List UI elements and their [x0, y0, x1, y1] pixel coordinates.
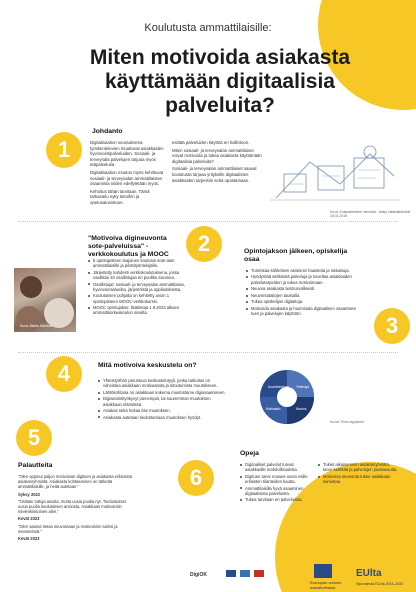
- section-3-list: [246, 268, 358, 318]
- poster-title: Miten motivoida asiakasta käyttämään digitaalisia palveluita?: [89, 46, 351, 117]
- diagram-label: Kuunteleminen: [268, 385, 290, 389]
- list-item: Neuvoa asiakasta tietoturvallisesti.: [246, 286, 358, 291]
- list-item: Ammattilaisilla hyvä osaaminen digitaalisista palveluista.: [240, 486, 314, 497]
- section-6-heading: Opeja: [240, 450, 259, 457]
- list-item: Tunnistaa sähköisen asioinnin haasteita ja ratkaisuja.: [246, 268, 358, 273]
- list-item: Koulutuksen pohjalta on kehitetty avoin 1 opintopisteen MOOC-verkkokurssi.: [88, 293, 188, 304]
- diagram-label: Muutos: [296, 407, 307, 411]
- list-item: Tukiet aikaisemmin asiakasryhmiltä, tarve kehittää ja palvelujen joustavuutta.: [318, 462, 398, 473]
- section-number-2: 2: [186, 226, 222, 262]
- list-item: Tukea opiskelijan digitaitoja.: [246, 299, 358, 304]
- diagram-label: Motivaatio: [266, 407, 281, 411]
- list-item: Digituen tarve nousee usein esille erilaisten tilanteiden kautta.: [240, 474, 314, 485]
- vipuvoimaa-logo: Vipuvoimaa EU:lta 2014–2020: [356, 582, 404, 586]
- list-item: Neuvontataitojen taustalla.: [246, 293, 358, 298]
- list-item: Järjestetty kahdesti verkkokoulutuksena, jossa osallistui 40 osallistujaa eri puolilta Suomea.: [88, 270, 188, 281]
- list-item: MOOC opintojakso: lisätietoja 1.9.2023 alkaen ammattikorkeakoulun sivuilta.: [88, 305, 188, 316]
- digiok-logo: DigiOK: [190, 572, 207, 578]
- list-item: Hyödyntää sähköisiä palveluja ja soveltaa asiakkaiden palvelutarpeiden ja tukea motivoimaan.: [246, 274, 358, 285]
- section-3-heading: Opintojakson jälkeen, opiskelija osaa: [244, 248, 348, 263]
- eu-logo-text: Euroopan unionin osarahoittama: [310, 580, 342, 590]
- section-5-heading: Palautteita: [18, 462, 53, 469]
- section-6-list-left: [240, 462, 314, 504]
- flag-icon: [226, 570, 236, 577]
- divider: [18, 221, 398, 222]
- section-1-text-right: esittää palveluiden käyttöä eri hallintoon. Miten sosiaali- ja terveysalan ammattilaiset voivat motivoida ja tukea asiakasta käyttämään digitaalisia palveluita? Sosiaali- ja terveysalan ammattilaiset saavat koulutusta tarjoaa yrityksille digitaalisten asiakkaiden tarpeisiin sekä opastamaan.: [172, 140, 262, 183]
- diagram-label: Yhteistyö: [296, 385, 310, 389]
- motivational-interviewing-diagram: [258, 368, 316, 426]
- section-number-5: 5: [16, 420, 52, 456]
- section-number-1: 1: [46, 132, 82, 168]
- section-2-caption: Kuva: Marko Kärntsa: [20, 324, 52, 328]
- divider: [18, 352, 398, 353]
- section-1-text-left: Digitalisaation seurauksena työskentelevien muuttuvat asiakkaiden hyvinvointipalveluiden. Sosiaali- ja terveysala palvelujen tarjoaa myös etäpalveluita. Digitalisaation muutos myös kehittuvat sosiaali- ja terveysalan ammattilaisten osaamista niiden edellytetään myös. Kehoitus tähän tarvitaan. Tämä tarkastelu nyky tietoihin ja opetusaineistoon.: [90, 140, 164, 205]
- vipuvoimaa-logo-mark: EUlta: [356, 568, 382, 579]
- list-item: Asiakasta autetaan tiedostamaan muutoksen hyödyt.: [98, 415, 228, 420]
- section-1-heading: Johdanto: [92, 128, 123, 135]
- section-6-list-right: [318, 462, 398, 486]
- section-4-caption: Kuvat: Tiina Leppänen: [330, 420, 364, 424]
- list-item: Lähtökohtana on asiakkaan kokema muutostarve digiosaamiseen.: [98, 390, 228, 395]
- list-item: Asiakas sekä hoitaa itse muutoksen.: [98, 408, 228, 413]
- section-5-quotes: "Olen oppinut paljon motivoivan digituen ja asiakasta erilaisista asiakasryhmistä. Asiakasta kohtaaminen on tärkeää ammattilaisille, ja heitä autetaan." Syksy 2022 "Osittain tuttuja asioita, mutta uusia puolia nyt. Tiedostukset uusia puolia koulutuksen ansiosta. Asiakkaan motivointiin mielenkiintoinen aihe." Kevät 2023 "Olen saanut tietoa neuvontaan ja motivoinnin tueksi ja menetelmiä." Kevät 2023: [18, 474, 132, 542]
- list-item: Yhteistyöhön perustuva keskustelutyyli, jonka tarkoitus on vahvistaa asiakkaan motivaatiota ja sitoutumista muutokseen.: [98, 378, 228, 389]
- list-item: 5 opintopisteen laajuinen koulutus sote-alan ammattilaisille ja pilottityöntekijöille.: [88, 258, 188, 269]
- section-number-3: 3: [374, 308, 410, 344]
- illustration-sketch: [270, 140, 400, 206]
- flag-icon: [254, 570, 264, 577]
- workshop-photo: [14, 268, 76, 332]
- poster-kicker: Koulutusta ammattilaisille:: [144, 22, 272, 34]
- section-number-6: 6: [178, 460, 214, 496]
- section-1-caption: Kuva: Kolarasteseine viennissi - teisty määrääntelivät 18.01.2018: [330, 210, 411, 218]
- list-item: Motivoiva neuvonta tukee asiakkaan toimintaa.: [318, 474, 398, 485]
- section-2-list: [88, 258, 188, 317]
- section-2-heading: "Motivoiva digineuvonta sote-palveluissa" -verkkokoulutus ja MOOC: [88, 235, 169, 258]
- footer-logos: [0, 562, 416, 592]
- section-4-list: [98, 378, 228, 421]
- flag-icon: [240, 570, 250, 577]
- section-number-4: 4: [46, 356, 82, 392]
- list-item: Osallistujat: sosiaali- ja terveysalan ammattilaisia, hyvinvointialueilta, järjestöistä ja oppilaitoksista.: [88, 282, 188, 293]
- list-item: Digitaaliset palvelut tuovat asiakkaalle mahdollisuuksia.: [240, 462, 314, 473]
- list-item: Tukea tarvitaan eri palveluissa.: [240, 497, 314, 502]
- section-4-heading: Mitä motivoiva keskustelu on?: [98, 362, 197, 369]
- list-item: Digiasiointityökyvyt pienempiä, tai suuremman muutoksen asiakkaan elämässä.: [98, 396, 228, 407]
- eu-flag-icon: [314, 564, 332, 578]
- list-item: Motivoida asiakasta ja huomioida digitaalisen osaamisen tuen ja palvelujen käyttöön.: [246, 306, 358, 317]
